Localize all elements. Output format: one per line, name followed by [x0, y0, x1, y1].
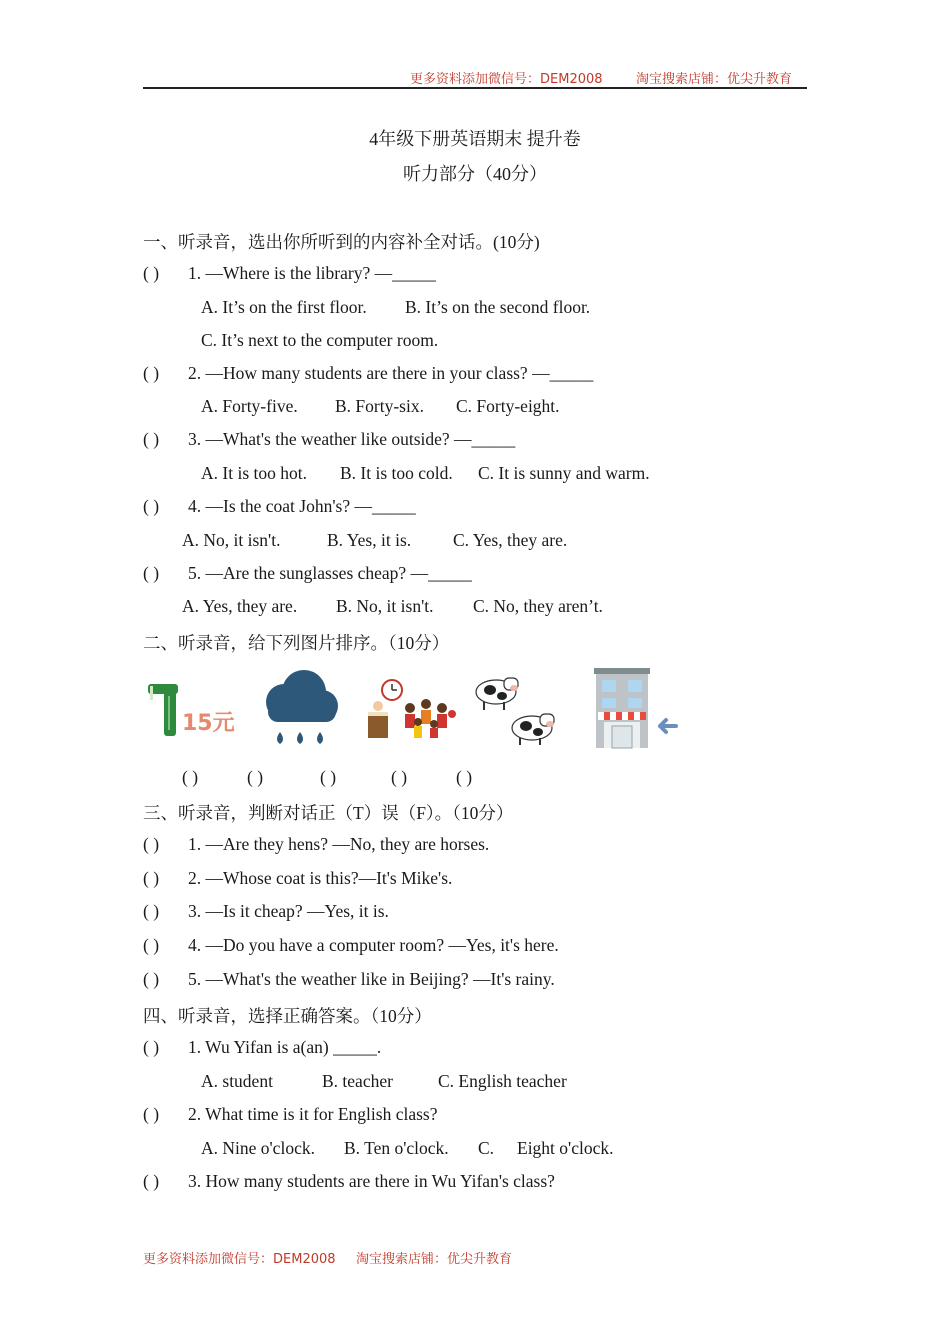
s1-q4-opt-b: B. Yes, it is. — [327, 530, 412, 550]
s4-q1-opt-b: B. teacher — [322, 1071, 393, 1091]
s4-q3-bracket: ( ) — [143, 1171, 160, 1191]
header-wechat-id: DEM2008 — [540, 72, 603, 87]
page-subtitle: 听力部分（40分） — [403, 164, 547, 184]
s4-q2-opt-b: B. Ten o'clock. — [344, 1138, 449, 1158]
s1-q2-bracket: ( ) — [143, 363, 160, 383]
s1-q5-opt-c: C. No, they aren’t. — [473, 596, 603, 616]
s1-q2-opt-a: A. Forty-five. — [201, 396, 298, 416]
section3-heading: 三、听录音，判断对话正（T）误（F）。（10分） — [143, 803, 514, 823]
s2-blank-1: ( ) — [182, 767, 199, 787]
s1-q1-bracket: ( ) — [143, 263, 160, 283]
s3-q5-bracket: ( ) — [143, 969, 160, 989]
s3-q4-text: 4. —Do you have a computer room? —Yes, it's here. — [188, 935, 559, 955]
section1-heading: 一、听录音，选出你所听到的内容补全对话。(10分) — [143, 232, 540, 252]
s4-q2-opt-c-letter: C. — [478, 1138, 495, 1158]
s4-q2-text: 2. What time is it for English class? — [188, 1104, 438, 1124]
rain-cloud-icon — [258, 668, 342, 750]
s4-q3-text: 3. How many students are there in Wu Yifan's class? — [188, 1171, 555, 1191]
s2-blank-2: ( ) — [247, 767, 264, 787]
s3-q2-text: 2. —Whose coat is this?—It's Mike's. — [188, 868, 453, 888]
s1-q1-text: 1. —Where is the library? —_____ — [188, 263, 436, 283]
s2-blank-5: ( ) — [456, 767, 473, 787]
s1-q3-opt-b: B. It is too cold. — [340, 463, 453, 483]
s3-q3-bracket: ( ) — [143, 901, 160, 921]
s4-q2-opt-a: A. Nine o'clock. — [201, 1138, 315, 1158]
s1-q3-bracket: ( ) — [143, 429, 160, 449]
s3-q2-bracket: ( ) — [143, 868, 160, 888]
s1-q3-text: 3. —What's the weather like outside? —_____ — [188, 429, 516, 449]
footer-shop: 淘宝搜索店铺：优尖升教育 — [356, 1252, 513, 1267]
s1-q1-opt-b: B. It’s on the second floor. — [405, 297, 591, 317]
s4-q1-opt-a: A. student — [201, 1071, 273, 1091]
s4-q2-bracket: ( ) — [143, 1104, 160, 1124]
s4-q1-bracket: ( ) — [143, 1037, 160, 1057]
s1-q4-bracket: ( ) — [143, 496, 160, 516]
music-class-icon — [364, 678, 458, 742]
footer-wechat-id: DEM2008 — [273, 1252, 336, 1267]
s1-q1-opt-a: A. It’s on the first floor. — [201, 297, 367, 317]
s1-q3-opt-c: C. It is sunny and warm. — [478, 463, 650, 483]
header-rule — [143, 87, 807, 89]
s2-blank-3: ( ) — [320, 767, 337, 787]
header-note — [410, 68, 603, 87]
s1-q1-opt-c: C. It’s next to the computer room. — [201, 330, 439, 350]
s1-q2-text: 2. —How many students are there in your class? —_____ — [188, 363, 594, 383]
footer-wechat-label: 更多资料添加微信号： — [143, 1252, 274, 1267]
scarf-price-icon — [146, 680, 241, 742]
s1-q4-opt-a: A. No, it isn't. — [182, 530, 281, 550]
page-title: 4年级下册英语期末 提升卷 — [369, 129, 581, 149]
s1-q3-opt-a: A. It is too hot. — [201, 463, 307, 483]
s1-q5-bracket: ( ) — [143, 563, 160, 583]
s3-q4-bracket: ( ) — [143, 935, 160, 955]
section2-heading: 二、听录音，给下列图片排序。（10分） — [143, 633, 450, 653]
s4-q2-opt-c-text: Eight o'clock. — [517, 1138, 614, 1158]
s1-q2-opt-b: B. Forty-six. — [335, 396, 424, 416]
footer-note — [143, 1248, 336, 1267]
s1-q4-opt-c: C. Yes, they are. — [453, 530, 568, 550]
s3-q5-text: 5. —What's the weather like in Beijing? —It's rainy. — [188, 969, 555, 989]
section4-heading: 四、听录音，选择正确答案。（10分） — [143, 1006, 432, 1026]
s3-q1-bracket: ( ) — [143, 834, 160, 854]
building-arrow-icon — [590, 666, 680, 750]
header-shop: 淘宝搜索店铺：优尖升教育 — [636, 72, 793, 87]
s3-q1-text: 1. —Are they hens? —No, they are horses. — [188, 834, 490, 854]
s1-q4-text: 4. —Is the coat John's? —_____ — [188, 496, 416, 516]
header-wechat-label: 更多资料添加微信号： — [410, 72, 541, 87]
cows-icon — [470, 670, 560, 746]
s2-blank-4: ( ) — [391, 767, 408, 787]
s1-q5-opt-a: A. Yes, they are. — [182, 596, 298, 616]
s1-q5-text: 5. —Are the sunglasses cheap? —_____ — [188, 563, 472, 583]
s4-q1-opt-c: C. English teacher — [438, 1071, 567, 1091]
s3-q3-text: 3. —Is it cheap? —Yes, it is. — [188, 901, 389, 921]
s4-q1-text: 1. Wu Yifan is a(an) _____. — [188, 1037, 382, 1057]
s1-q5-opt-b: B. No, it isn't. — [336, 596, 434, 616]
s1-q2-opt-c: C. Forty-eight. — [456, 396, 560, 416]
price-label: 15元 — [182, 711, 235, 736]
